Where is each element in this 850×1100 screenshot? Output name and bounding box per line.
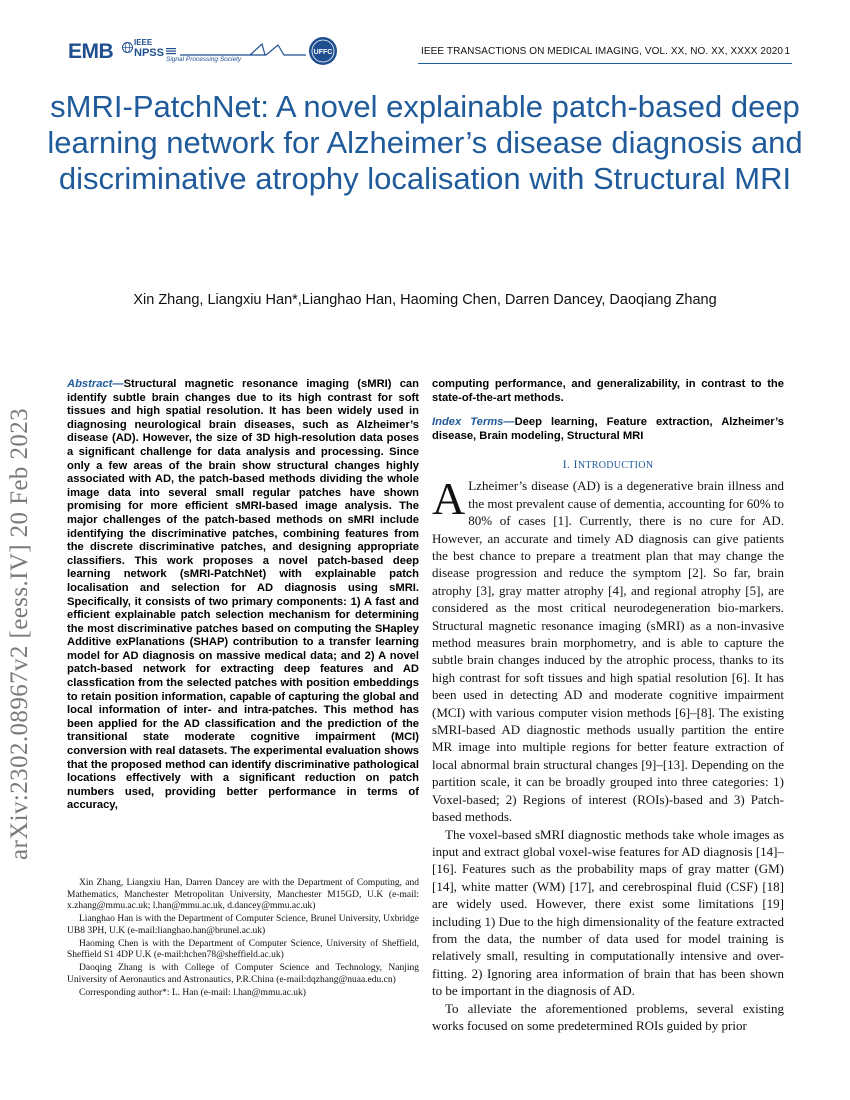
abstract: [67, 378, 419, 813]
footnote: Haoming Chen is with the Department of Computer Science, University of Sheffield, Sheffield S1 4DP U.K (e-mail:hchen78@sheffield.ac.uk): [67, 938, 419, 960]
footnote: Xin Zhang, Liangxiu Han, Darren Dancey are with the Department of Computing, and Mathematics, Manchester Metropolitan University, Manchester M15GD, U.K (e-mail: x.zhang@mmu.ac.uk; l.han@mmu.ac.uk, d.dancey@mmu.ac.uk): [67, 878, 419, 911]
journal-line: IEEE TRANSACTIONS ON MEDICAL IMAGING, VOL. XX, NO. XX, XXXX 2020: [421, 46, 784, 57]
sps-logo-text: Signal Processing Society: [166, 56, 242, 63]
page-header: [68, 36, 792, 66]
index-terms-lead: Index Terms—: [432, 416, 515, 429]
intro-paragraph-2: The voxel-based sMRI diagnostic methods take whole images as input and extract global voxel-wise features for AD diagnosis [14]–[16]. Features such as the probability maps of gray matter (GM) [14], white matter (WM) [17], and cerebrospinal fluid (CSF) [18] are widely used. However, there exist some limitations [19] including 1) Due to the high dimensionality of the feature extracted from the data, the number of data used for model training is relatively small, resulting in computationally intensive and over-fitting. 2) Ignoring area information of brain that has been shown to be important in the diagnosis of AD.: [432, 826, 784, 999]
uffc-logo-text: UFFC: [313, 49, 333, 56]
ieee-npss-logo: [122, 38, 164, 59]
intro-paragraph-1: [432, 473, 784, 825]
footnote: Daoqing Zhang is with College of Computer Science and Technology, Nanjing University of Aeronautics and Astronautics, P.R.China (e-mail:dqzhang@nuaa.edu.cn): [67, 963, 419, 985]
page-number: 1: [784, 46, 790, 57]
intro-paragraph-3: To alleviate the aforementioned problems, several existing works focused on some predetermined ROIs guided by prior: [432, 1000, 784, 1033]
emb-logo: [68, 40, 113, 64]
section-numeral: I.: [562, 457, 574, 472]
abstract-lead: Abstract—: [67, 378, 124, 390]
drop-cap: A: [432, 473, 466, 525]
uffc-seal-icon: [308, 36, 338, 66]
signal-processing-society-logo: [166, 42, 306, 69]
npss-logo-text: NPSS: [134, 47, 164, 59]
emb-logo-text: EMB: [68, 40, 114, 63]
right-column: [432, 378, 784, 1034]
footnote: Lianghao Han is with the Department of Computer Science, Brunel University, Uxbridge UB8 3PH, U.K (e-mail:lianghao.han@brunel.ac.uk): [67, 914, 419, 936]
arxiv-stamp: arXiv:2302.08967v2 [eess.IV] 20 Feb 2023: [6, 407, 33, 860]
footnote: Corresponding author*: L. Han (e-mail: l.han@mmu.ac.uk): [79, 987, 306, 998]
section-initial: I: [573, 457, 578, 472]
uffc-logo: [308, 36, 338, 71]
index-terms-text: Deep learning, Feature extraction, Alzheimer’s disease, Brain modeling, Structural MRI: [432, 416, 784, 442]
section-heading: [432, 457, 784, 472]
footnotes: [67, 878, 419, 1001]
header-rule: [418, 63, 792, 64]
intro-paragraph-1-text: Lzheimer’s disease (AD) is a degenerative brain illness and the most prevalent cause of dementia, accounting for 60% to 80% of cases [1]. Currently, there is no cure for AD. However, an accurate and timely AD diagnosis can give patients the best chance to prepare a treatment plan that may change the disease progression and reduce the symptom [2]. So far, brain atrophy [3], gray matter atrophy [4], and regional atrophy [5], are considered as the most critical neurodegeneration bio-markers. Structural magnetic resonance imaging (sMRI) as a non-invasive method measures brain morphometry, and is able to capture the subtle brain changes induced by the atrophic process, thanks to its high contrast for soft tissues and high spatial resolution [6]. It has been used in detecting AD and moderate cognitive impairment (MCI) with various computer vision methods [6]–[8]. The existing sMRI-based AD diagnostic methods usually partition the entire MR image into multiple regions for better feature extraction of local abnormal brain structural changes [9]–[13]. Depending on the partition scale, it can be broadly grouped into three categories: 1) Voxel-based; 2) Regions of interest (ROIs)-based and 3) Patch-based methods.: [432, 478, 784, 825]
globe-icon: [122, 42, 133, 53]
index-terms: [432, 416, 784, 443]
paper-title: sMRI-PatchNet: A novel explainable patch-based deep learning network for Alzheimer’s disease diagnosis and discriminative atrophy localisation with Structural MRI: [47, 89, 803, 196]
ieee-logo-text: IEEE: [134, 38, 153, 47]
abstract-text: Structural magnetic resonance imaging (sMRI) can identify subtle brain changes due to its high contrast for soft tissues and high spatial resolution. It has been widely used in diagnosing neurological brain diseases, such as Alzheimer’s disease (AD). However, the size of 3D high-resolution data poses a significant challenge for data analysis and processing. Since only a few areas of the brain show structural changes highly associated with AD, the patch-based methods dividing the whole image data into several small regular patches have shown promising for more efficient sMRI-based image analysis. The major challenges of the patch-based methods on sMRI include identifying the discriminative patches, combining features from the discrete discriminative patches, and designing appropriate classifiers. This work proposes a novel patch-based deep learning network (sMRI-PatchNet) with explainable patch localisation and selection for AD diagnosis using sMRI. Specifically, it consists of two primary components: 1) A fast and efficient explainable patch selection mechanism for determining the most discriminative patches based on computing the SHapley Additive exPlanations (SHAP) contribution to a transfer learning model for AD diagnosis on massive medical data; and 2) A novel patch-based network for extracting deep features and AD classfication from the selected patches with position embeddings to retain position information, capable of capturing the global and local information of inter- and intra-patches. This method has been applied for the AD classification and the prediction of the transitional state moderate cognitive impairment (MCI) conversion with real datasets. The experimental evaluation shows that the proposed method can identify discriminative pathological locations effectively with a significant reduction on patch numbers used, providing better performance in terms of accuracy,: [67, 378, 419, 812]
section-title-rest: NTRODUCTION: [577, 460, 654, 472]
abstract-continuation: computing performance, and generalizability, in contrast to the state-of-the-art methods.: [432, 378, 784, 404]
left-column: [67, 378, 419, 813]
author-list: Xin Zhang, Liangxiu Han*,Lianghao Han, Haoming Chen, Darren Dancey, Daoqiang Zhang: [133, 292, 717, 308]
